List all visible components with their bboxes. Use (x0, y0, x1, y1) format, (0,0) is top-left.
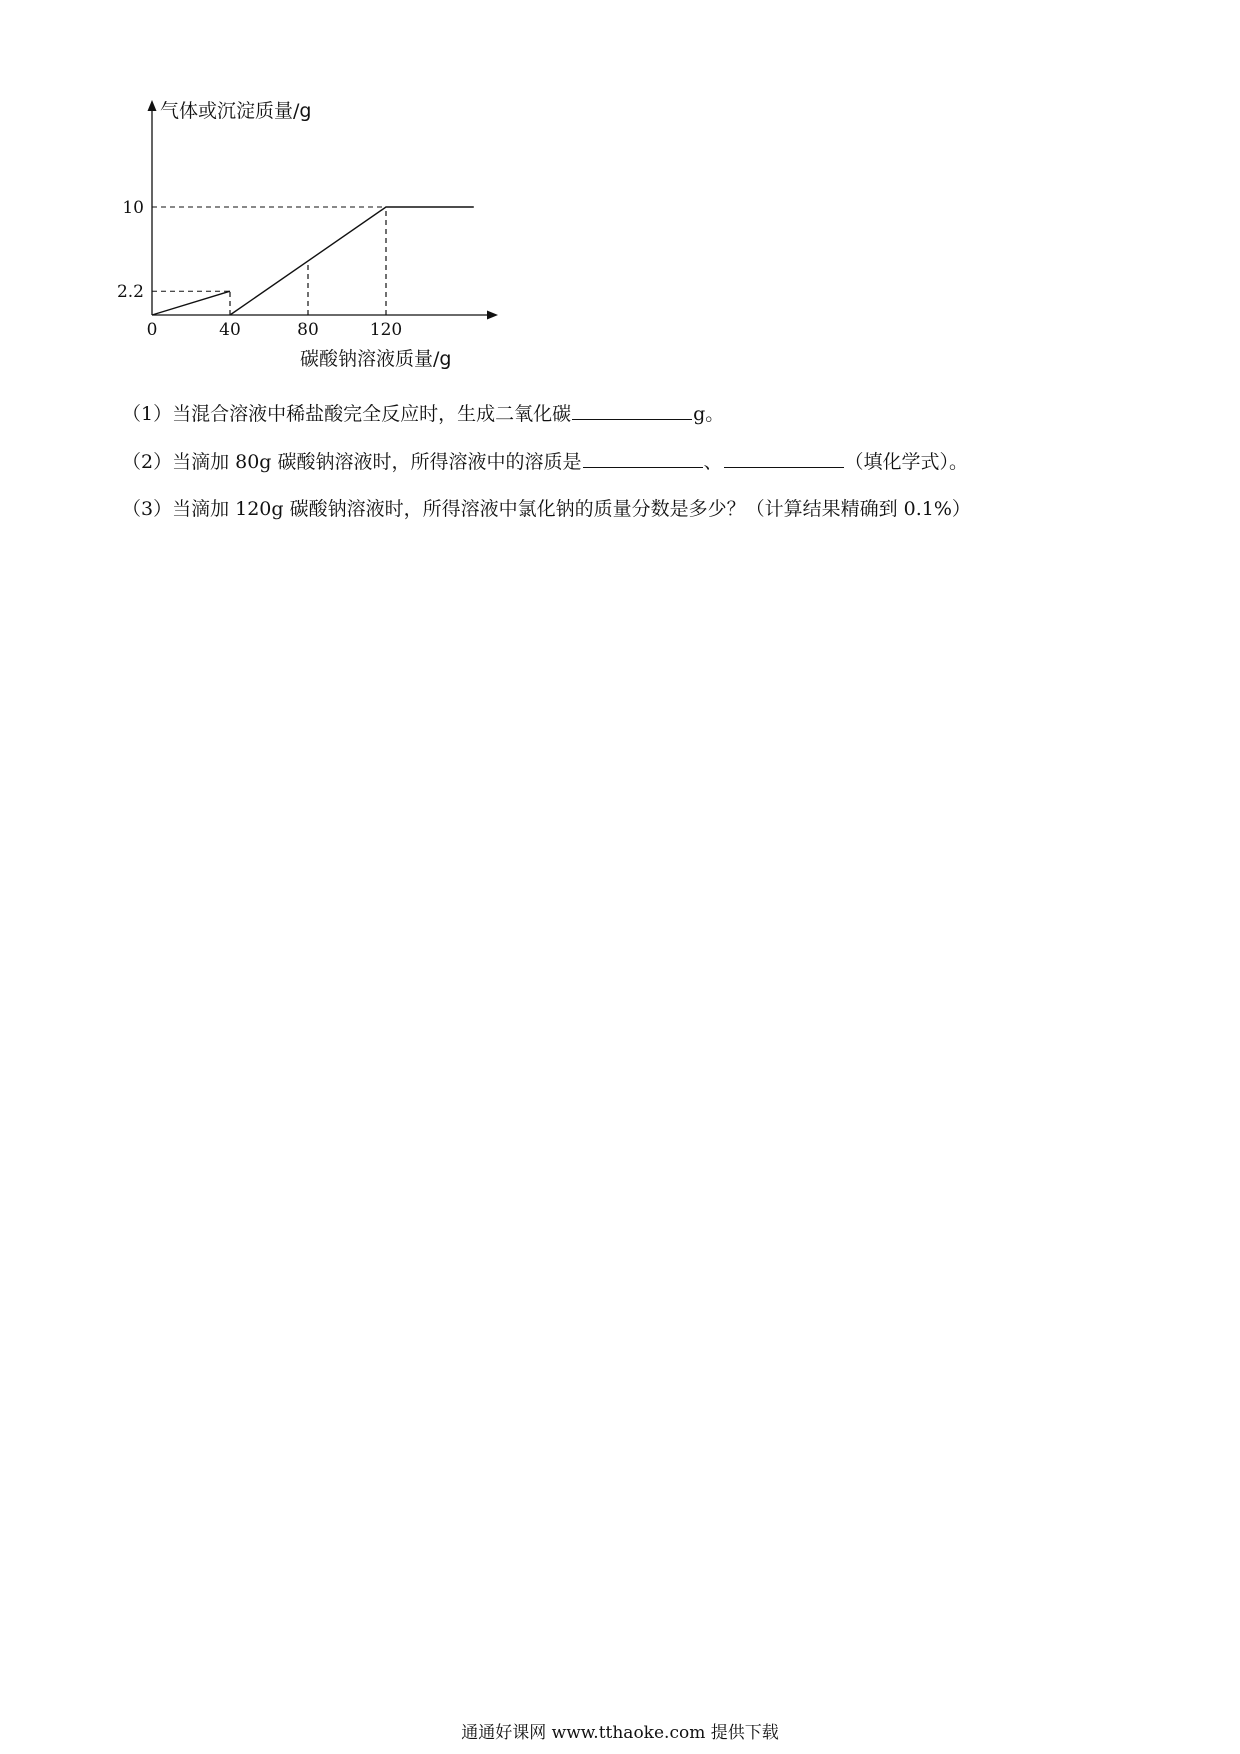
question-1-unit: g。 (693, 403, 725, 425)
answer-blank-2a[interactable] (583, 447, 703, 468)
question-3 (122, 496, 971, 522)
x-axis-arrow (487, 311, 498, 320)
x-tick-label: 40 (219, 320, 241, 340)
question-3-text: （3）当滴加 120g 碳酸钠溶液时，所得溶液中氯化钠的质量分数是多少？（计算结果精确到 0.1%） (122, 498, 971, 520)
series-line-2 (230, 207, 474, 315)
question-2-separator: 、 (703, 451, 723, 473)
x-tick-label: 0 (146, 320, 158, 340)
answer-blank-1[interactable] (572, 399, 692, 420)
series-line-1 (152, 291, 230, 315)
question-1-text: （1）当混合溶液中稀盐酸完全反应时，生成二氧化碳 (122, 403, 572, 425)
question-1 (122, 399, 724, 427)
y-axis-label: 气体或沉淀质量/g (160, 100, 312, 122)
reaction-graph (110, 95, 530, 375)
footer-credit: 通通好课网 www.tthaoke.com 提供下载 (461, 1723, 779, 1743)
x-axis-label: 碳酸钠溶液质量/g (300, 348, 452, 370)
y-axis-arrow (148, 100, 157, 111)
question-2-text: （2）当滴加 80g 碳酸钠溶液时，所得溶液中的溶质是 (122, 451, 582, 473)
answer-blank-2b[interactable] (724, 447, 844, 468)
y-tick-label: 2.2 (116, 282, 144, 303)
question-2 (122, 447, 968, 475)
x-tick-label: 80 (297, 320, 319, 340)
question-2-suffix: （填化学式）。 (844, 451, 969, 473)
y-tick-label: 10 (122, 198, 144, 218)
x-tick-label: 120 (369, 320, 403, 340)
chart-svg (110, 95, 530, 375)
